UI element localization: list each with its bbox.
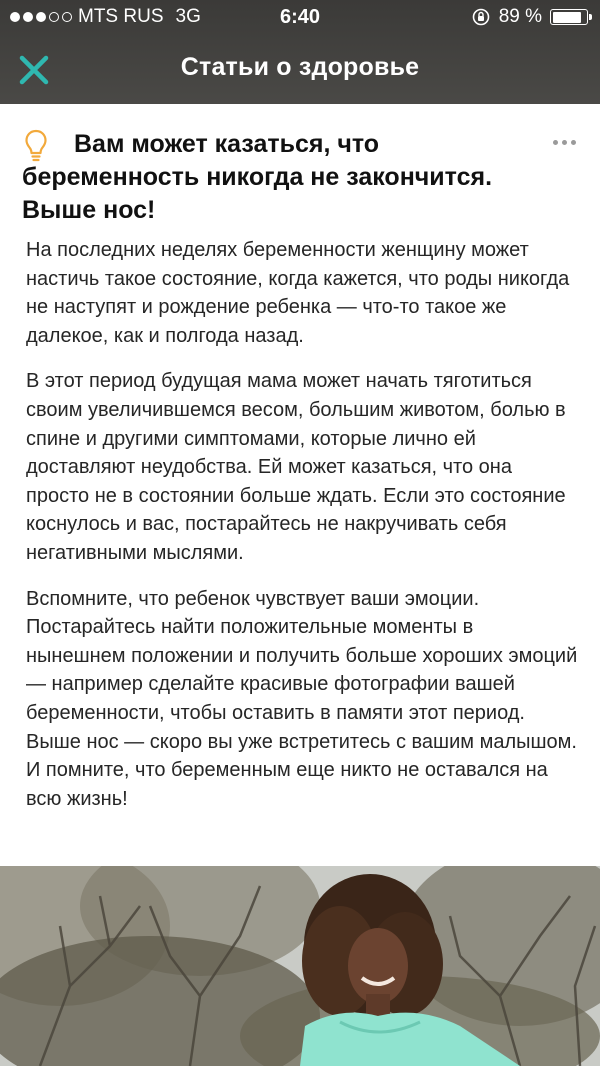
article-header bbox=[22, 128, 542, 227]
more-dot-icon bbox=[562, 140, 567, 145]
article-paragraph: Вспомните, что ребенок чувствует ваши эмоции. Постарайтесь найти положительные моменты в нынешнем положении и получить больше хороших эмоций — например сделайте красивые фотографии вашей беременности, чтобы оставить в памяти этот период. Выше нос — скоро вы уже встретитесь с вашим малышом. И помните, что беременным еще никто не оставался на всю жизнь! bbox=[26, 587, 578, 810]
article-headline: Вам может казаться, что беременность никогда не закончится. Выше нос! bbox=[22, 130, 493, 224]
battery-level-fill bbox=[553, 12, 581, 23]
battery-icon bbox=[550, 9, 588, 25]
article-paragraph: В этот период будущая мама может начать тяготиться своим увеличившемся весом, большим животом, болью в спине и другими симптомами, которые лично ей доставляют неудобства. Ей может казаться, что она просто не в состоянии больше ждать. Если это состояние коснулось и вас, постарайтесь не накручивать себя негативными мыслями. bbox=[26, 370, 566, 564]
article-body bbox=[26, 236, 578, 830]
more-dot-icon bbox=[571, 140, 576, 145]
lightbulb-icon bbox=[22, 128, 50, 164]
rotation-lock-icon bbox=[471, 7, 491, 27]
status-time: 6:40 bbox=[279, 6, 321, 28]
status-right bbox=[471, 0, 588, 34]
battery-percent: 89 % bbox=[498, 6, 542, 27]
app-header bbox=[0, 0, 600, 104]
nav-bar bbox=[0, 34, 600, 104]
more-options-button[interactable] bbox=[553, 140, 576, 145]
more-dot-icon bbox=[553, 140, 558, 145]
article-paragraph: На последних неделях беременности женщину может настичь такое состояние, когда кажется, что роды никогда не наступят и рождение ребенка — что-то такое же далекое, как и полгода назад. bbox=[26, 239, 570, 347]
carrier-name: MTS RUS bbox=[78, 6, 164, 27]
photo-illustration bbox=[0, 866, 600, 1066]
article-photo bbox=[0, 866, 600, 1066]
network-type: 3G bbox=[175, 6, 201, 27]
page-title: Статьи о здоровье bbox=[180, 53, 420, 81]
status-bar bbox=[0, 0, 600, 34]
